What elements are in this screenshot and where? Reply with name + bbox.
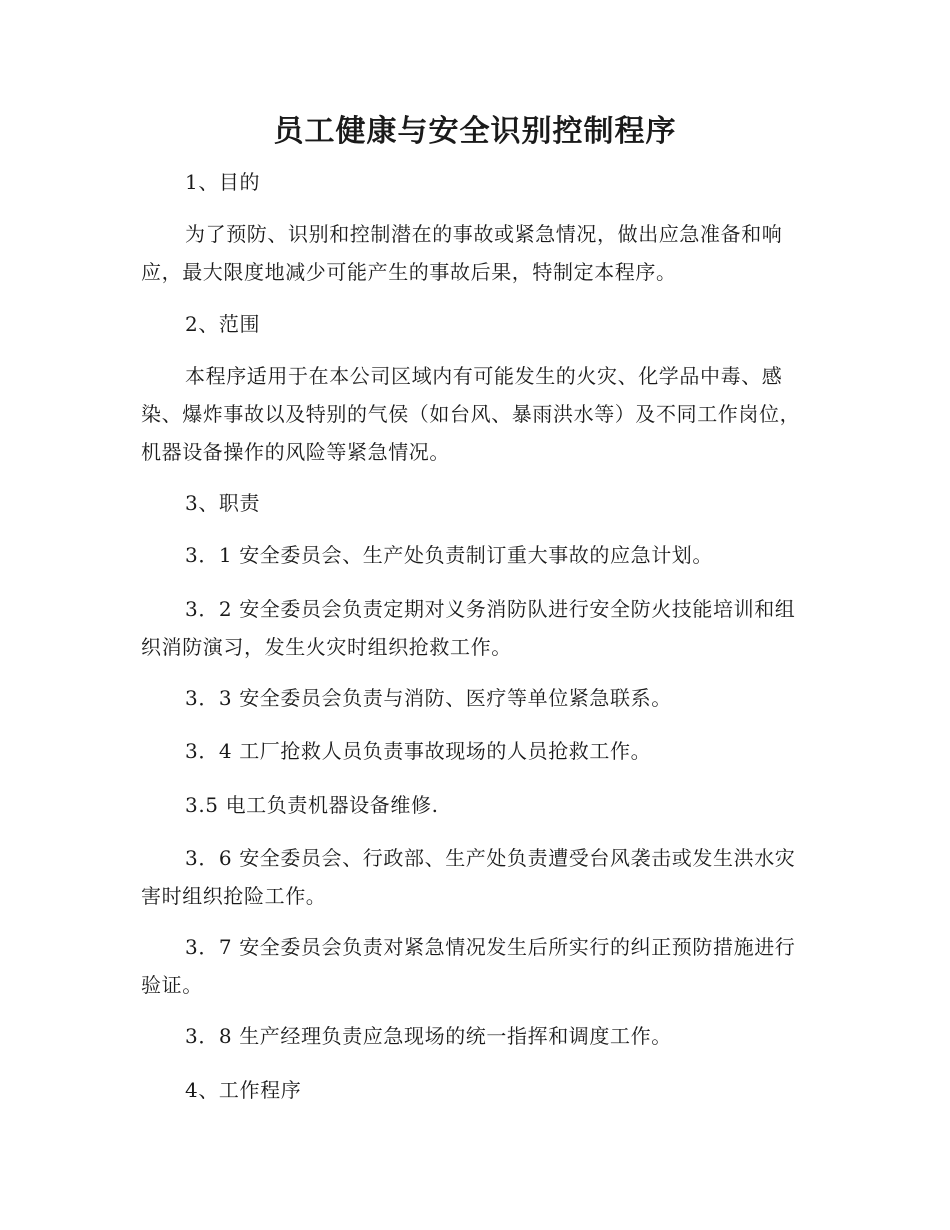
- paragraph-3-2: 3．2 安全委员会负责定期对义务消防队进行安全防火技能培训和组织消防演习，发生火灾时组织抢救工作。: [141, 597, 796, 659]
- paragraph-purpose: 为了预防、识别和控制潜在的事故或紧急情况，做出应急准备和响应，最大限度地减少可能产生的事故后果，特制定本程序。: [141, 222, 783, 284]
- section-heading-purpose: 1、目的: [185, 170, 261, 194]
- paragraph-3-6: 3．6 安全委员会、行政部、生产处负责遭受台风袭击或发生洪水灾害时组织抢险工作。: [141, 846, 796, 908]
- paragraph-3-8: 3．8 生产经理负责应急现场的统一指挥和调度工作。: [185, 1024, 672, 1048]
- paragraph-scope: 本程序适用于在本公司区域内有可能发生的火灾、化学品中毒、感染、爆炸事故以及特别的气侯（如台风、暴雨洪水等）及不同工作岗位，机器设备操作的风险等紧急情况。: [141, 364, 801, 464]
- paragraph-3-1: 3．1 安全委员会、生产处负责制订重大事故的应急计划。: [185, 543, 714, 567]
- section-heading-scope: 2、范围: [185, 312, 261, 336]
- paragraph-3-5: 3.5 电工负责机器设备维修.: [185, 793, 439, 817]
- paragraph-3-3: 3．3 安全委员会负责与消防、医疗等单位紧急联系。: [185, 686, 672, 710]
- section-heading-procedure: 4、工作程序: [185, 1078, 302, 1102]
- section-heading-responsibilities: 3、职责: [185, 491, 261, 515]
- paragraph-3-7: 3．7 安全委员会负责对紧急情况发生后所实行的纠正预防措施进行验证。: [141, 935, 796, 997]
- document-title: 员工健康与安全识别控制程序: [273, 114, 677, 149]
- paragraph-3-4: 3．4 工厂抢救人员负责事故现场的人员抢救工作。: [185, 739, 652, 763]
